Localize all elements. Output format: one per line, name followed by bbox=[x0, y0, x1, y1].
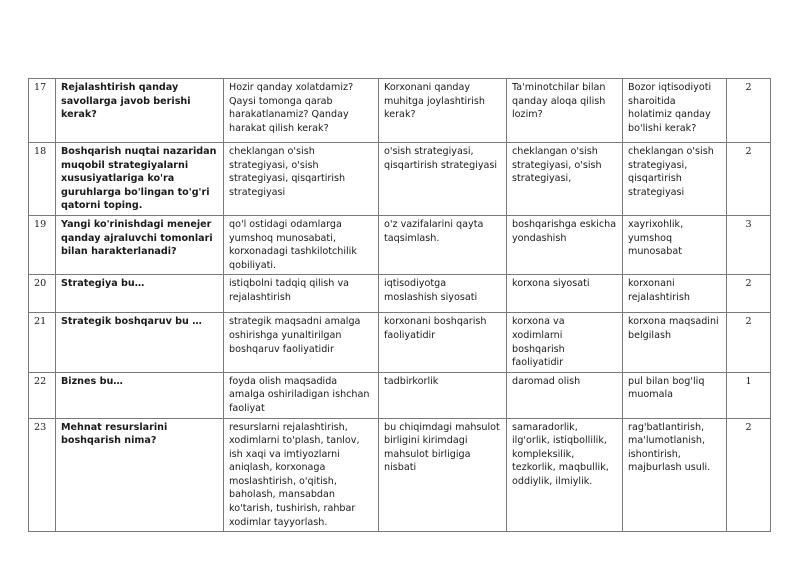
answer-option-b: Korxonani qanday muhitga joylashtirish kerak? bbox=[379, 79, 507, 143]
answer-option-c: Ta'minotchilar bilan qanday aloqa qilish lozim? bbox=[507, 79, 623, 143]
answer-option-c: samaradorlik, ilg'orlik, istiqbollilik, kompleksilik, tezkorlik, maqbullik, oddiylik, ilmiylik. bbox=[507, 418, 623, 532]
row-number: 19 bbox=[29, 215, 56, 274]
answer-option-a: istiqbolni tadqiq qilish va rejalashtirish bbox=[224, 275, 379, 313]
table-row bbox=[29, 79, 771, 143]
row-number: 17 bbox=[29, 79, 56, 143]
question-text: Rejalashtirish qanday savollarga javob berishi kerak? bbox=[56, 79, 224, 143]
score-cell: 2 bbox=[727, 313, 771, 372]
table-row bbox=[29, 215, 771, 274]
answer-option-d: xayrixohlik, yumshoq munosabat bbox=[623, 215, 727, 274]
table-row bbox=[29, 313, 771, 372]
score-cell: 3 bbox=[727, 215, 771, 274]
score-cell: 2 bbox=[727, 143, 771, 216]
row-number: 20 bbox=[29, 275, 56, 313]
answer-option-d: korxona maqsadini belgilash bbox=[623, 313, 727, 372]
answer-option-b: korxonani boshqarish faoliyatidir bbox=[379, 313, 507, 372]
answer-option-c: korxona va xodimlarni boshqarish faoliyatidir bbox=[507, 313, 623, 372]
answer-option-b: iqtisodiyotga moslashish siyosati bbox=[379, 275, 507, 313]
answer-option-c: cheklangan o'sish strategiyasi, o'sish strategiyasi, bbox=[507, 143, 623, 216]
answer-option-b: tadbirkorlik bbox=[379, 372, 507, 418]
answer-option-b: o'sish strategiyasi, qisqartirish strategiyasi bbox=[379, 143, 507, 216]
answer-option-d: cheklangan o'sish strategiyasi, qisqartirish strategiyasi bbox=[623, 143, 727, 216]
question-text: Yangi ko'rinishdagi menejer qanday ajraluvchi tomonlari bilan harakterlanadi? bbox=[56, 215, 224, 274]
answer-option-a: strategik maqsadni amalga oshirishga yunaltirilgan boshqaruv faoliyatidir bbox=[224, 313, 379, 372]
answer-option-d: rag'batlantirish, ma'lumotlanish, ishontirish, majburlash usuli. bbox=[623, 418, 727, 532]
questions-table bbox=[28, 78, 771, 532]
score-cell: 2 bbox=[727, 275, 771, 313]
answer-option-a: resurslarni rejalashtirish, xodimlarni to'plash, tanlov, ish xaqi va imtiyozlarni aniqlash, korxonaga moslashtirish, o'qitish, baholash, mansabdan ko'tarish, tushirish, rahbar xodimlar tayyorlash. bbox=[224, 418, 379, 532]
row-number: 21 bbox=[29, 313, 56, 372]
row-number: 23 bbox=[29, 418, 56, 532]
score-cell: 1 bbox=[727, 372, 771, 418]
score-cell: 2 bbox=[727, 79, 771, 143]
question-text: Boshqarish nuqtai nazaridan muqobil strategiyalarni xususiyatlariga ko'ra guruhlarga bo'lingan to'g'ri qatorni toping. bbox=[56, 143, 224, 216]
answer-option-d: pul bilan bog'liq muomala bbox=[623, 372, 727, 418]
answer-option-c: korxona siyosati bbox=[507, 275, 623, 313]
answer-option-c: boshqarishga eskicha yondashish bbox=[507, 215, 623, 274]
question-text: Mehnat resurslarini boshqarish nima? bbox=[56, 418, 224, 532]
row-number: 18 bbox=[29, 143, 56, 216]
answer-option-c: daromad olish bbox=[507, 372, 623, 418]
answer-option-d: Bozor iqtisodiyoti sharoitida holatimiz qanday bo'lishi kerak? bbox=[623, 79, 727, 143]
answer-option-b: bu chiqimdagi mahsulot birligini kirimdagi mahsulot birligiga nisbati bbox=[379, 418, 507, 532]
answer-option-a: cheklangan o'sish strategiyasi, o'sish strategiyasi, qisqartirish strategiyasi bbox=[224, 143, 379, 216]
answer-option-b: o'z vazifalarini qayta taqsimlash. bbox=[379, 215, 507, 274]
table-row bbox=[29, 143, 771, 216]
question-text: Strategik boshqaruv bu … bbox=[56, 313, 224, 372]
table-row bbox=[29, 275, 771, 313]
question-text: Biznes bu… bbox=[56, 372, 224, 418]
question-text: Strategiya bu… bbox=[56, 275, 224, 313]
table-row bbox=[29, 372, 771, 418]
score-cell: 2 bbox=[727, 418, 771, 532]
answer-option-a: qo'l ostidagi odamlarga yumshoq munosabati, korxonadagi tashkilotchilik qobiliyati. bbox=[224, 215, 379, 274]
row-number: 22 bbox=[29, 372, 56, 418]
table-row bbox=[29, 418, 771, 532]
answer-option-a: foyda olish maqsadida amalga oshiriladigan ishchan faoliyat bbox=[224, 372, 379, 418]
answer-option-d: korxonani rejalashtirish bbox=[623, 275, 727, 313]
answer-option-a: Hozir qanday xolatdamiz? Qaysi tomonga qarab harakatlanamiz? Qanday harakat qilish kerak? bbox=[224, 79, 379, 143]
